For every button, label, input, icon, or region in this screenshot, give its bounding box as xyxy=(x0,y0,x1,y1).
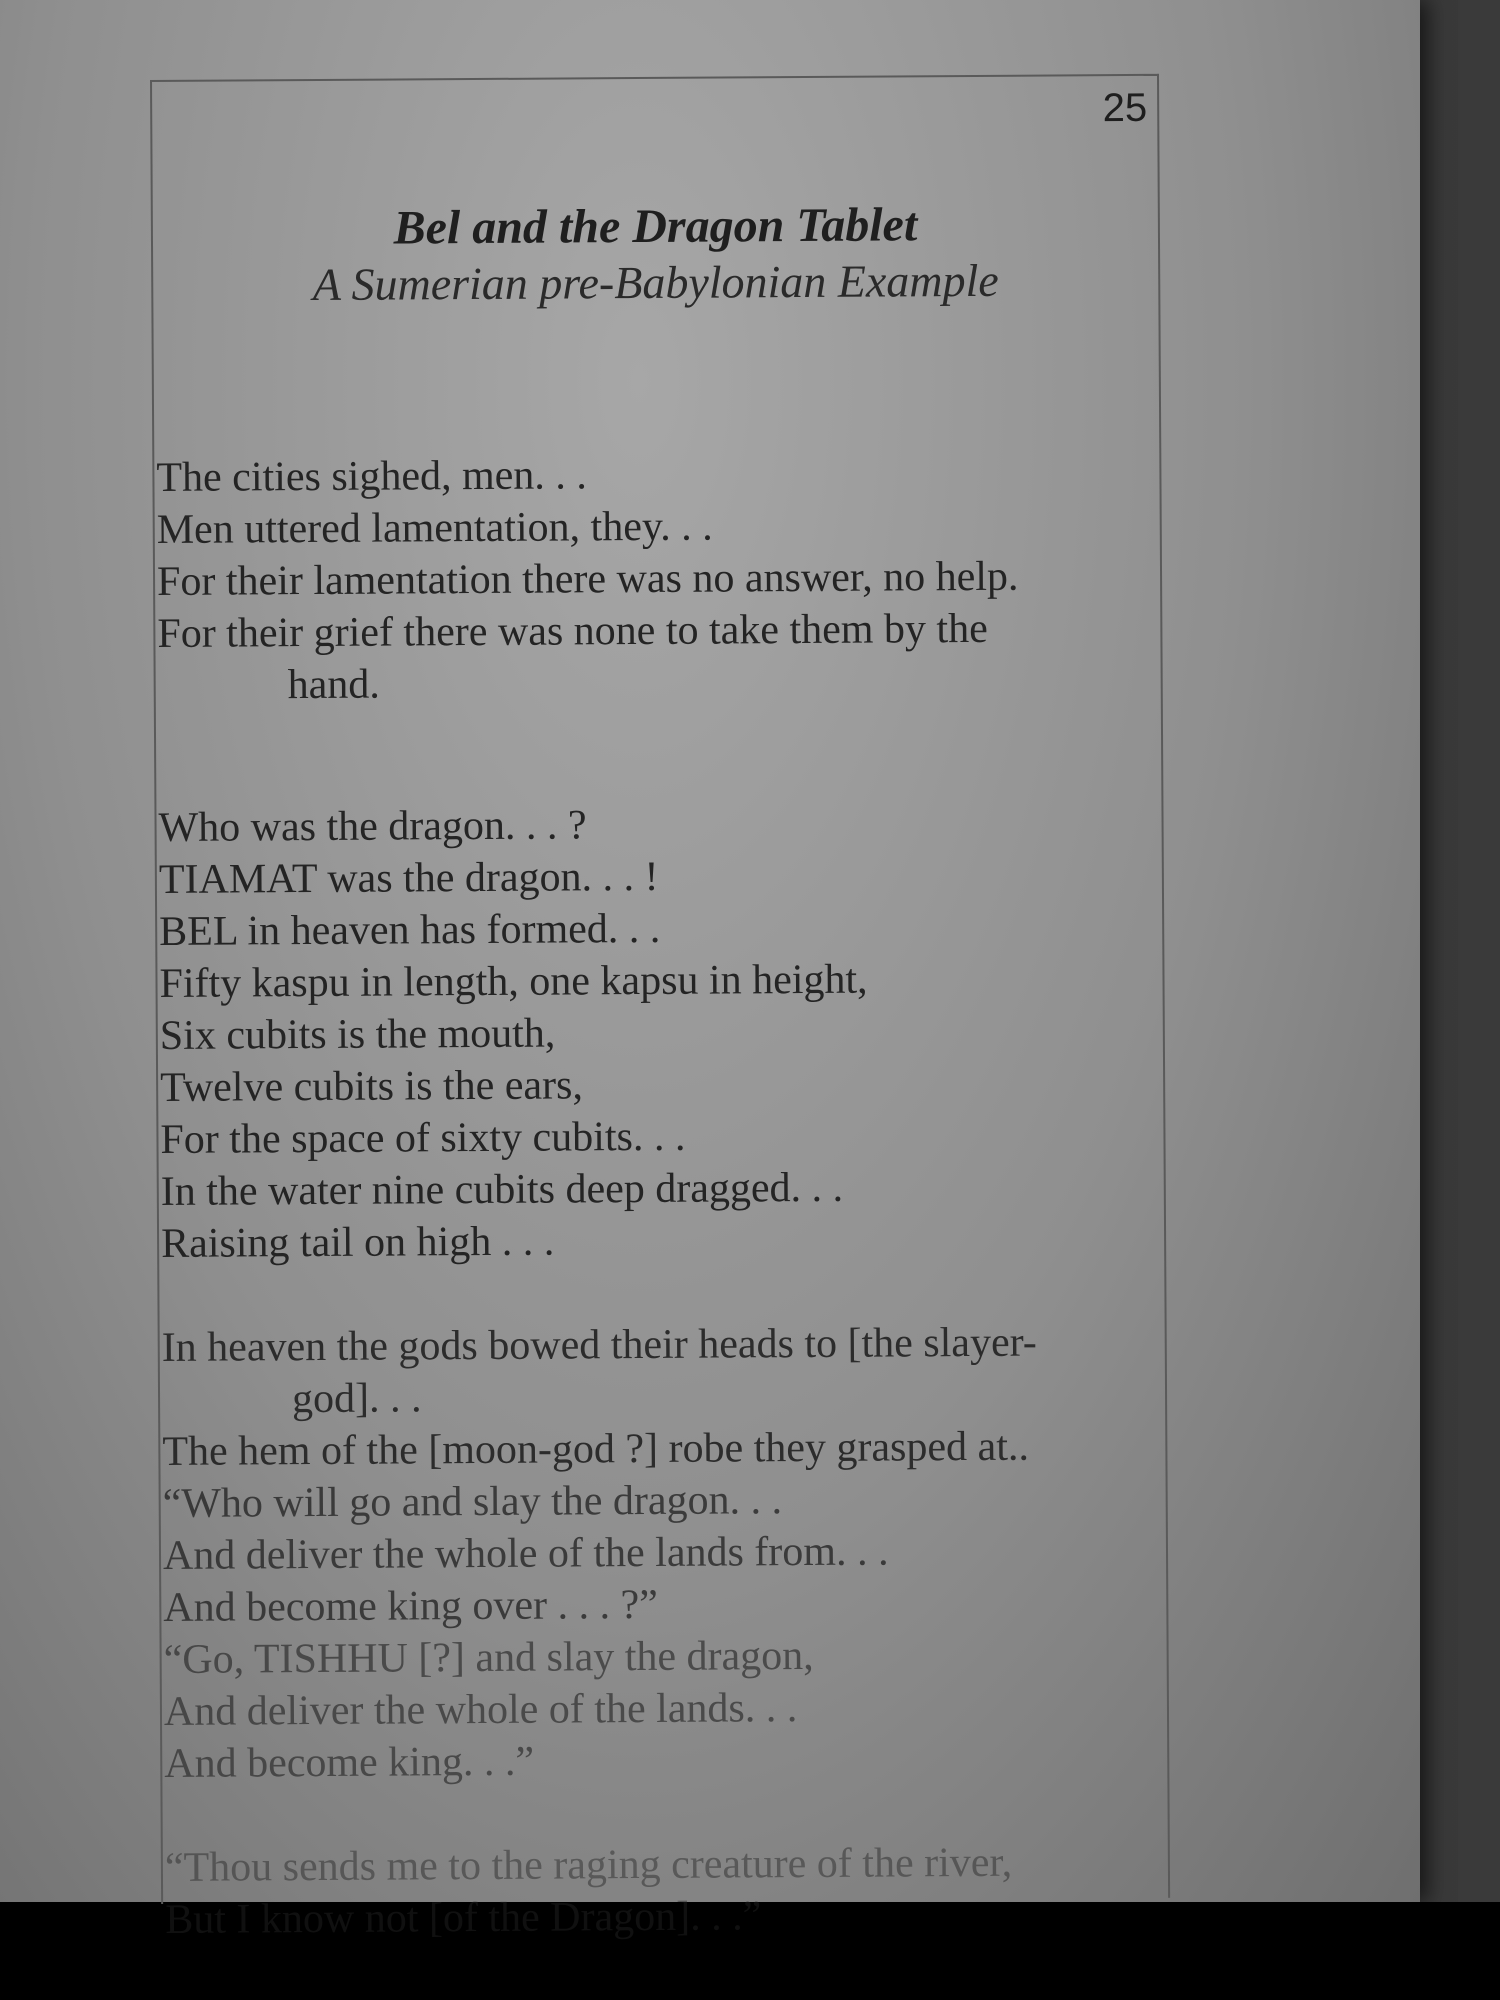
verse-line: And deliver the whole of the lands from. . . xyxy=(162,1528,889,1579)
verse-line: And become king over . . . ?” xyxy=(163,1581,658,1631)
verse-line: Men uttered lamentation, they. . . xyxy=(156,503,713,553)
verse-line: The hem of the [moon-god ?] robe they grasped at.. xyxy=(162,1423,1030,1475)
page-subtitle: A Sumerian pre-Babylonian Example xyxy=(312,254,999,311)
stanza-2 xyxy=(158,796,1161,1270)
page-title: Bel and the Dragon Tablet xyxy=(393,198,918,255)
verse-line: Fifty kaspu in length, one kapsu in height, xyxy=(159,956,868,1007)
verse-line: And become king. . .” xyxy=(164,1738,535,1787)
verse-line: Twelve cubits is the ears, xyxy=(160,1062,584,1111)
verse-line: TIAMAT was the dragon. . . ! xyxy=(158,853,659,903)
verse-line: For their grief there was none to take them by the xyxy=(157,605,988,657)
verse-line: For the space of sixty cubits. . . xyxy=(160,1113,686,1163)
page-text-frame xyxy=(150,74,1170,1943)
verse-line: “Who will go and slay the dragon. . . xyxy=(162,1477,783,1527)
title-block xyxy=(153,196,1159,314)
verse-line: Raising tail on high . . . xyxy=(160,1218,555,1267)
verse-line: “Go, TISHHU [?] and slay the dragon, xyxy=(163,1632,814,1683)
verse-line: Who was the dragon. . . ? xyxy=(158,802,587,851)
stanza-1 xyxy=(156,446,1158,712)
verse-line: In the water nine cubits deep dragged. . . xyxy=(160,1164,844,1215)
stanza-3 xyxy=(162,1316,1165,1790)
verse-line-continuation: god]. . . xyxy=(291,1375,422,1423)
stanza-4 xyxy=(165,1836,1166,1946)
verse-line-continuation: hand. xyxy=(287,661,380,709)
verse-line: “Thou sends me to the raging creature of the river, xyxy=(164,1839,1013,1891)
verse-line: And deliver the whole of the lands. . . xyxy=(163,1685,798,1735)
verse-line: For their lamentation there was no answer, no help. xyxy=(156,553,1019,605)
verse-line: But I know not [of the Dragon]. . .” xyxy=(165,1893,762,1943)
verse-line: BEL in heaven has formed. . . xyxy=(159,905,661,955)
verse-line: Six cubits is the mouth, xyxy=(159,1010,556,1059)
page-number: 25 xyxy=(1102,85,1148,131)
verse-line: The cities sighed, men. . . xyxy=(156,452,587,501)
verse-line: In heaven the gods bowed their heads to [the slayer- xyxy=(161,1319,1037,1371)
